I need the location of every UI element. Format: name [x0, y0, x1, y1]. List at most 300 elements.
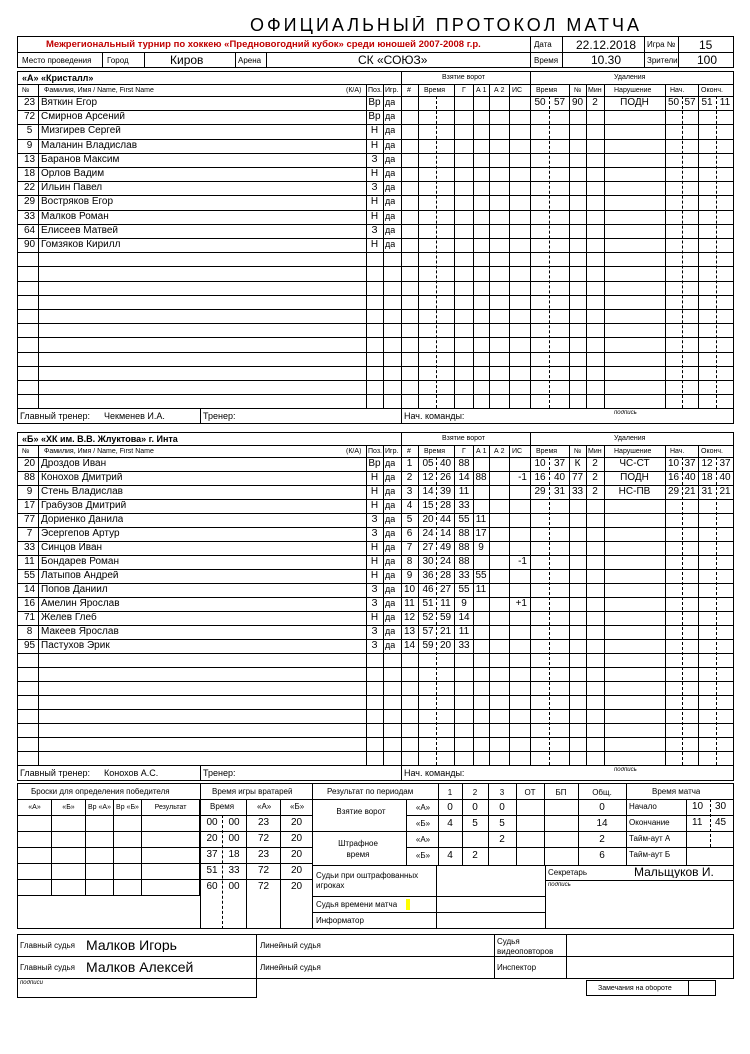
- goal-number: 9: [406, 571, 413, 581]
- captain-label: Нач. команды:: [404, 769, 465, 778]
- gk-minute: 00: [206, 818, 218, 828]
- player-position: Н: [370, 571, 379, 581]
- player-played: да: [385, 599, 396, 608]
- col-goal-num: #: [407, 448, 411, 455]
- penalty-minute: 29: [534, 487, 546, 497]
- player-name: Ильин Павел: [41, 183, 103, 194]
- match-start-label: Начало: [629, 803, 657, 811]
- col-pen-num: №: [574, 87, 582, 94]
- secretary-label: Секретарь: [548, 869, 587, 877]
- shootout-col-a: «А»: [18, 800, 52, 816]
- player-position: З: [371, 515, 378, 525]
- arena-value: СК «СОЮЗ»: [358, 54, 428, 66]
- referee1-name: Малков Игорь: [86, 938, 177, 952]
- goal-scorer: 33: [458, 641, 470, 651]
- penalty-player: К: [574, 459, 581, 469]
- penalty-violation: ЧС-СТ: [619, 459, 650, 469]
- goal-second: 14: [439, 529, 452, 539]
- player-position: Н: [370, 211, 379, 222]
- signature-label: подпись: [614, 410, 637, 417]
- player-number: 9: [26, 487, 33, 497]
- period-pim_a-2: 2: [499, 835, 505, 845]
- video-judge-label: Судья видеоповторов: [497, 937, 554, 956]
- period-team-label: «А»: [415, 804, 431, 812]
- col-goal-scorer: Г: [462, 87, 466, 94]
- shootout-table: [17, 799, 200, 896]
- penalty-end-min: 31: [701, 487, 713, 497]
- player-position: Н: [370, 169, 379, 179]
- player-number: 22: [23, 183, 36, 194]
- player-number: 5: [26, 126, 33, 137]
- spectators-value: 100: [697, 54, 718, 66]
- player-number: 95: [23, 641, 36, 651]
- player-position: Н: [370, 140, 379, 151]
- penalty-start-sec: 57: [684, 98, 696, 108]
- goal-scorer: 88: [458, 543, 470, 553]
- timekeeper-highlight: [406, 899, 410, 910]
- col-pen-violation: Нарушение: [614, 87, 652, 94]
- period-team-label: «Б»: [415, 820, 431, 828]
- player-number: 90: [23, 240, 36, 250]
- col-pos: Поз.: [368, 448, 382, 455]
- trainer-label: Тренер:: [203, 769, 236, 778]
- goals-title: Взятие ворот: [442, 74, 485, 81]
- penalty-second: 31: [553, 487, 566, 497]
- player-name: Эсергепов Артур: [41, 529, 120, 539]
- goal-scorer: 11: [458, 627, 470, 637]
- penalty-end-sec: 40: [719, 473, 731, 483]
- period-col-2: 3: [499, 789, 505, 797]
- player-position: Н: [370, 501, 379, 511]
- secretary-signature-label: подпись: [548, 882, 571, 888]
- player-name: Вяткин Егор: [41, 98, 98, 108]
- player-position: З: [371, 183, 378, 194]
- penalty-minutes: 2: [592, 98, 598, 108]
- player-position: З: [371, 585, 378, 595]
- player-number: 88: [23, 473, 36, 483]
- gk-team-a: 23: [257, 850, 270, 860]
- player-position: Вр: [368, 98, 381, 108]
- player-played: да: [385, 183, 396, 193]
- gk-minute: 37: [206, 850, 218, 860]
- player-position: З: [371, 154, 378, 165]
- penalty-violation: ПОДН: [620, 98, 649, 108]
- penalty-start-min: 10: [667, 459, 680, 469]
- player-number: 11: [24, 557, 35, 567]
- penalties-title: Удаления: [614, 435, 646, 442]
- goal-number: 12: [403, 613, 416, 623]
- penalty-end-sec: 11: [719, 98, 731, 108]
- gk-team-a: 23: [257, 818, 270, 828]
- penalty-start-sec: 21: [684, 487, 696, 497]
- player-name: Бондарев Роман: [41, 557, 120, 567]
- player-played: да: [385, 140, 396, 150]
- col-goal-time: Время: [424, 448, 446, 455]
- player-position: З: [371, 599, 378, 609]
- gk-minute: 20: [206, 834, 218, 844]
- col-ka: (К/А): [346, 87, 362, 94]
- goal-scorer: 88: [458, 459, 470, 469]
- trainer-label: Тренер:: [203, 412, 236, 422]
- player-name: Дориенко Данила: [41, 515, 124, 525]
- timeout-b-label: Тайм-аут Б: [629, 851, 671, 859]
- header-divider: [17, 52, 734, 53]
- gk-second: 00: [228, 882, 240, 892]
- col-assist2: А 2: [494, 87, 505, 94]
- shootout-col-gk-b: Вр «Б»: [114, 800, 142, 816]
- penalty-start-min: 29: [667, 487, 680, 497]
- player-number: 9: [26, 140, 33, 151]
- periods-goals-label: Взятие ворот: [336, 807, 386, 816]
- player-played: да: [385, 211, 396, 221]
- period-team-label: «А»: [415, 836, 431, 844]
- player-name: Желев Глеб: [41, 613, 97, 623]
- goal-scorer: 9: [461, 599, 467, 609]
- col-goal-scorer: Г: [462, 448, 466, 455]
- player-position: Н: [370, 543, 379, 553]
- col-pen-time: Время: [536, 87, 558, 94]
- player-number: 64: [23, 225, 36, 236]
- city-value: Киров: [170, 54, 204, 66]
- player-name: Стень Владислав: [41, 487, 123, 497]
- goal-number: 2: [406, 473, 413, 483]
- period-goals_b-5: 14: [596, 819, 608, 829]
- goal-assist1: 11: [475, 585, 487, 595]
- penalty-minutes: 2: [592, 487, 598, 497]
- goal-situation: +1: [515, 599, 527, 609]
- period-goals_a-0: 0: [447, 803, 453, 813]
- player-number: 55: [23, 571, 36, 581]
- gk-second: 00: [228, 834, 240, 844]
- gk-time-title: Время игры вратарей: [212, 788, 293, 796]
- goal-minute: 15: [422, 501, 434, 511]
- goal-minute: 30: [422, 557, 434, 567]
- goal-situation: -1: [518, 473, 527, 483]
- linesman1-label: Линейный судья: [260, 942, 321, 950]
- period-team-label: «Б»: [415, 852, 431, 860]
- period-goals_b-0: 4: [447, 819, 453, 829]
- penalty-start-sec: 40: [684, 473, 696, 483]
- player-played: да: [385, 529, 396, 538]
- goal-number: 6: [406, 529, 413, 539]
- col-pen-min: Мин: [588, 87, 602, 94]
- goal-second: 27: [439, 585, 452, 595]
- period-goals_a-2: 0: [499, 803, 505, 813]
- penalty-end-min: 51: [701, 98, 713, 108]
- period-pim_b-0: 4: [447, 851, 453, 861]
- shootout-col-gk-a: Вр «А»: [86, 800, 114, 816]
- goal-scorer: 11: [458, 487, 470, 497]
- col-assist1: А 1: [476, 448, 487, 455]
- shootout-col-result: Результат: [142, 800, 200, 816]
- goal-minute: 59: [422, 641, 434, 651]
- player-name: Орлов Вадим: [41, 169, 105, 179]
- player-played: да: [385, 197, 396, 207]
- goal-scorer: 88: [458, 557, 470, 567]
- gk-second: 33: [228, 866, 240, 876]
- linesman2-label: Линейный судья: [260, 964, 321, 972]
- team_b-title: «Б» «ХК им. В.В. Жлуктова» г. Инта: [22, 435, 178, 444]
- col-pen-end: Оконч.: [701, 87, 723, 94]
- goal-minute: 36: [422, 571, 434, 581]
- timeout-a-label: Тайм-аут А: [629, 835, 671, 843]
- col-assist2: А 2: [494, 448, 505, 455]
- goals-title: Взятие ворот: [442, 435, 485, 442]
- player-number: 33: [23, 543, 36, 553]
- goal-minute: 12: [422, 473, 434, 483]
- player-position: З: [371, 641, 378, 651]
- gk-team-b: 20: [290, 882, 303, 892]
- goal-minute: 20: [422, 515, 434, 525]
- player-position: Н: [370, 197, 379, 208]
- goal-second: 20: [439, 641, 452, 651]
- goal-second: 59: [439, 613, 452, 623]
- col-pen-start: Нач.: [670, 448, 685, 455]
- match-date: 22.12.2018: [576, 39, 637, 51]
- gk-col-time: Время: [210, 803, 235, 811]
- goal-assist1: 55: [475, 571, 487, 581]
- goal-scorer: 14: [458, 613, 470, 623]
- player-name: Синцов Иван: [41, 543, 103, 553]
- player-played: да: [385, 571, 396, 580]
- gk-team-a: 72: [257, 834, 270, 844]
- player-number: 18: [23, 169, 36, 179]
- col-played: Игр.: [385, 87, 399, 94]
- gk-team-a: 72: [257, 866, 270, 876]
- period-col-3: ОТ: [524, 789, 536, 797]
- col-ka: (К/А): [346, 448, 362, 455]
- col-num: №: [22, 87, 30, 94]
- player-played: да: [385, 459, 396, 468]
- match-start-h: 10: [692, 802, 704, 812]
- goal-second: 28: [439, 501, 452, 511]
- player-name: Макеев Ярослав: [41, 627, 119, 637]
- time-label: Время: [534, 57, 559, 65]
- goal-minute: 24: [422, 529, 434, 539]
- goal-scorer: 33: [458, 501, 470, 511]
- tournament-name: Межрегиональный турнир по хоккею «Предновогодний кубок» среди юношей 2007-2008 г.р.: [46, 40, 481, 50]
- penalty-second: 40: [553, 473, 566, 483]
- goal-second: 49: [439, 543, 452, 553]
- penalty-start-min: 50: [667, 98, 680, 108]
- goal-scorer: 33: [458, 571, 470, 581]
- player-position: З: [371, 529, 378, 539]
- goal-assist1: 11: [475, 515, 487, 525]
- match-start-m: 30: [715, 802, 727, 812]
- penalties-title: Удаления: [614, 74, 646, 81]
- goal-number: 13: [403, 627, 416, 637]
- penalty-end-sec: 37: [719, 459, 731, 469]
- penalty-player: 90: [571, 98, 584, 108]
- goal-scorer: 88: [458, 529, 470, 539]
- goal-assist1: 88: [475, 473, 487, 483]
- player-position: Н: [370, 240, 379, 250]
- timekeeper-label: Судья времени матча: [316, 901, 398, 909]
- player-name: Латыпов Андрей: [41, 571, 119, 581]
- secretary-name: Мальщуков И.: [634, 866, 714, 878]
- penalty-violation: НС-ПВ: [618, 487, 651, 497]
- penalty-judges-label: Судьи при оштрафованных игроках: [316, 871, 419, 890]
- match-end-label: Окончание: [629, 819, 670, 827]
- col-pen-num: №: [574, 448, 582, 455]
- player-played: да: [385, 126, 396, 136]
- player-name: Попов Даниил: [41, 585, 108, 595]
- period-pim_b-1: 2: [472, 851, 478, 861]
- arena-label: Арена: [238, 57, 262, 65]
- referee1-label: Главный судья: [20, 942, 76, 950]
- player-played: да: [385, 154, 396, 164]
- goal-minute: 27: [422, 543, 434, 553]
- goal-second: 44: [439, 515, 452, 525]
- goal-number: 1: [406, 459, 413, 469]
- col-pen-time: Время: [536, 448, 558, 455]
- player-name: Смирнов Арсений: [41, 112, 125, 123]
- player-played: да: [385, 515, 396, 524]
- player-position: З: [371, 627, 378, 637]
- goal-number: 8: [406, 557, 413, 567]
- col-pen-start: Нач.: [670, 87, 685, 94]
- goal-number: 10: [403, 585, 416, 595]
- goal-second: 24: [439, 557, 452, 567]
- period-pim_a-5: 2: [599, 835, 605, 845]
- inspector-label: Инспектор: [497, 964, 537, 972]
- goal-assist1: 9: [478, 543, 484, 553]
- player-played: да: [385, 169, 396, 178]
- game-number: 15: [699, 39, 713, 51]
- player-played: да: [385, 487, 396, 496]
- col-pen-end: Оконч.: [701, 448, 723, 455]
- match-time: 10.30: [591, 54, 622, 66]
- informer-label: Информатор: [316, 917, 364, 925]
- player-name: Грабузов Дмитрий: [41, 501, 127, 511]
- match-end-h: 11: [692, 818, 703, 828]
- player-number: 23: [23, 98, 36, 108]
- date-label: Дата: [534, 41, 552, 49]
- player-position: Н: [370, 557, 379, 567]
- player-position: Н: [370, 126, 379, 137]
- remarks-label: Замечания на обороте: [598, 985, 672, 992]
- period-col-1: 2: [472, 789, 478, 797]
- player-played: да: [385, 473, 396, 482]
- goal-number: 14: [403, 641, 416, 651]
- player-played: да: [385, 501, 396, 510]
- player-number: 33: [23, 211, 36, 222]
- gk-team-b: 20: [290, 834, 303, 844]
- penalty-start-min: 16: [667, 473, 680, 483]
- player-name: Баранов Максим: [41, 154, 120, 165]
- penalty-end-min: 18: [701, 473, 713, 483]
- player-position: Н: [370, 473, 379, 483]
- periods-pim-label: Штрафное время: [338, 839, 378, 859]
- period-col-4: БП: [555, 789, 567, 797]
- captain-label: Нач. команды:: [404, 412, 465, 422]
- period-pim_b-5: 6: [599, 851, 605, 861]
- col-goal-situation: ИС: [512, 87, 523, 94]
- goal-scorer: 14: [458, 473, 470, 483]
- col-pen-violation: Нарушение: [614, 448, 652, 455]
- city-label: Город: [107, 57, 129, 65]
- shootout-title: Броски для определения победителя: [31, 788, 170, 796]
- col-goal-situation: ИС: [512, 448, 523, 455]
- goal-situation: -1: [518, 557, 527, 567]
- player-name: Востряков Егор: [41, 197, 114, 208]
- goal-minute: 57: [422, 627, 434, 637]
- col-name: Фамилия, Имя / Name, First Name: [44, 448, 154, 455]
- player-number: 20: [23, 459, 36, 469]
- goal-number: 11: [404, 599, 415, 609]
- player-number: 71: [23, 613, 36, 623]
- period-goals_b-2: 5: [499, 819, 505, 829]
- goal-minute: 46: [422, 585, 434, 595]
- penalty-second: 37: [553, 459, 566, 469]
- col-assist1: А 1: [476, 87, 487, 94]
- goal-scorer: 55: [458, 515, 470, 525]
- penalty-minutes: 2: [592, 473, 598, 483]
- goal-number: 4: [406, 501, 413, 511]
- player-played: да: [385, 225, 396, 235]
- player-number: 7: [26, 529, 33, 539]
- penalty-minute: 16: [534, 473, 546, 483]
- penalty-violation: ПОДН: [620, 473, 649, 483]
- penalty-start-sec: 37: [684, 459, 696, 469]
- penalty-end-sec: 21: [719, 487, 731, 497]
- gk-col-b: «Б»: [290, 803, 305, 811]
- gk-second: 00: [228, 818, 240, 828]
- coach-name: Конохов А.С.: [104, 769, 159, 778]
- player-played: да: [385, 613, 396, 622]
- player-number: 17: [23, 501, 36, 511]
- coach-label: Главный тренер:: [20, 412, 90, 422]
- goal-assist1: 17: [475, 529, 487, 539]
- goal-minute: 14: [422, 487, 434, 497]
- gk-second: 18: [228, 850, 240, 860]
- player-name: Гомзяков Кирилл: [41, 240, 121, 250]
- gk-col-a: «А»: [257, 803, 272, 811]
- penalty-player: 33: [571, 487, 584, 497]
- goal-second: 21: [439, 627, 452, 637]
- player-name: Маланин Владислав: [41, 140, 138, 151]
- goal-number: 7: [406, 543, 413, 553]
- player-number: 72: [23, 112, 36, 123]
- player-played: да: [385, 543, 396, 552]
- player-name: Пастухов Эрик: [41, 641, 110, 651]
- player-number: 13: [23, 154, 36, 165]
- player-number: 77: [23, 515, 36, 525]
- place-label: Место проведения: [22, 57, 92, 65]
- match-time-title: Время матча: [652, 788, 701, 796]
- player-number: 8: [26, 627, 33, 637]
- gk-team-b: 20: [290, 850, 303, 860]
- col-num: №: [22, 448, 30, 455]
- goal-second: 40: [439, 459, 452, 469]
- signature-label: подпись: [614, 767, 637, 773]
- player-name: Малков Роман: [41, 211, 109, 222]
- player-number: 14: [23, 585, 36, 595]
- period-goals_b-1: 5: [472, 819, 478, 829]
- player-name: Дроздов Иван: [41, 459, 107, 469]
- col-name: Фамилия, Имя / Name, First Name: [44, 87, 154, 94]
- col-goal-num: #: [407, 87, 411, 94]
- player-name: Амелин Ярослав: [41, 599, 120, 609]
- player-position: З: [371, 225, 378, 236]
- player-played: да: [385, 641, 396, 650]
- player-played: да: [385, 98, 396, 107]
- penalty-second: 57: [553, 98, 566, 108]
- player-name: Елисеев Матвей: [41, 225, 119, 236]
- col-pen-min: Мин: [588, 448, 602, 455]
- gk-team-b: 20: [290, 866, 303, 876]
- player-played: да: [385, 240, 396, 249]
